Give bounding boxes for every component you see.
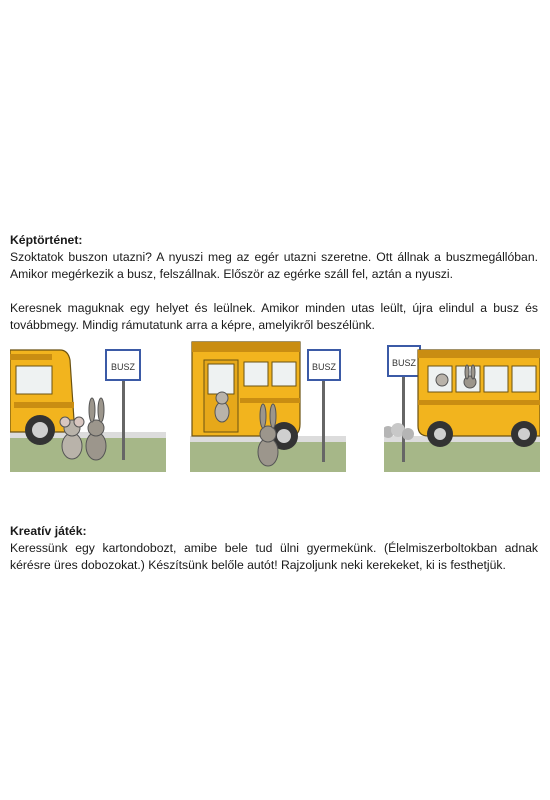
story-section bbox=[10, 232, 538, 334]
illustration-panel-departing bbox=[384, 340, 540, 472]
creative-heading: Kreatív játék: bbox=[10, 524, 87, 538]
bus-stop-sign-text: BUSZ bbox=[110, 362, 136, 372]
creative-paragraph: Keressünk egy kartondobozt, amibe bele tud ülni gyermekünk. (Élelmiszerboltokban adnak kérésre üres dobozokat.) Készítsünk belőle autót! Rajzoljunk neki kerekeket, ki is festhetjük. bbox=[10, 541, 538, 572]
story-paragraph-2: Keresnek maguknak egy helyet és leülnek. Amikor minden utas leült, újra elindul a busz és továbbmegy. Mindig rámutatunk arra a képre, amelyikről beszélünk. bbox=[10, 301, 538, 332]
illustration-panel-boarding bbox=[190, 340, 346, 472]
bus-stop-sign-text: BUSZ bbox=[311, 362, 337, 372]
illustration-panel-waiting bbox=[10, 340, 166, 472]
creative-section bbox=[10, 523, 538, 574]
bus-stop-sign-text: BUSZ bbox=[391, 358, 417, 368]
story-heading: Képtörténet: bbox=[10, 233, 83, 247]
story-paragraph-1: Szoktatok buszon utazni? A nyuszi meg az egér utazni szeretne. Ott állnak a buszmegállóban. Amikor megérkezik a busz, felszállnak. Először az egérke száll fel, aztán a nyuszi. bbox=[10, 250, 538, 281]
